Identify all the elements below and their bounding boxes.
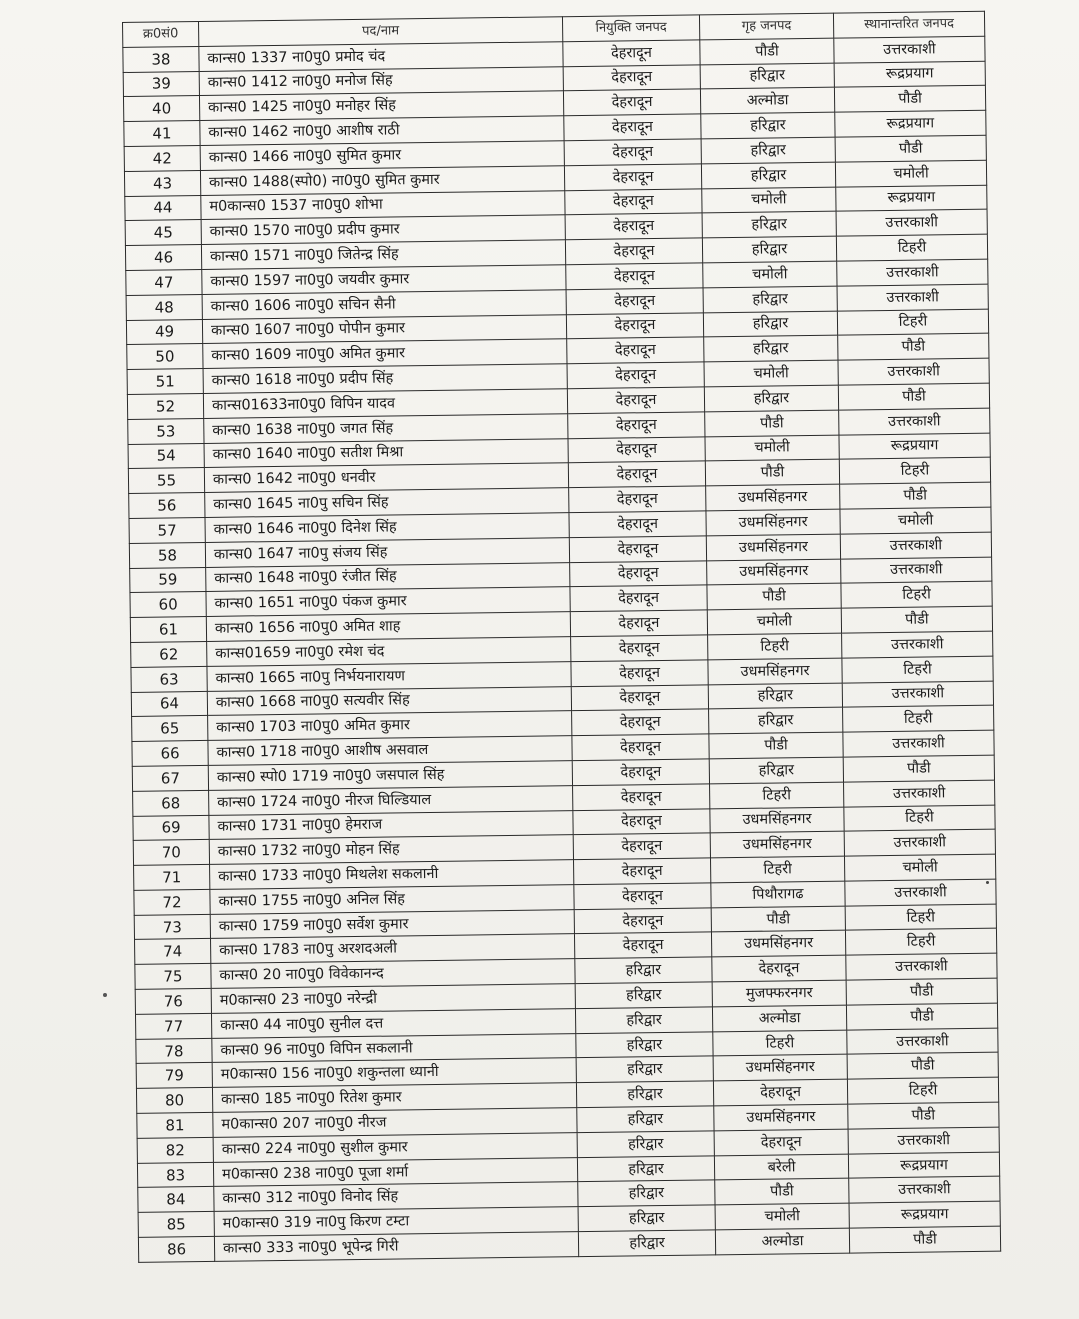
- posting-district-cell: देहरादून: [570, 610, 707, 637]
- home-district-cell: उधमसिंहनगर: [710, 831, 844, 858]
- serial-cell: 56: [129, 493, 205, 519]
- name-cell: कान्स0 185 ना0पु0 रितेश कुमार: [212, 1083, 576, 1113]
- posting-district-cell: देहरादून: [566, 263, 703, 290]
- name-cell: म0कान्स0 23 ना0पु0 नरेन्द्री: [211, 984, 575, 1014]
- home-district-cell: पौडी: [705, 459, 839, 486]
- transferred-district-cell: उत्तरकाशी: [847, 1028, 998, 1055]
- home-district-cell: हरिद्वार: [708, 683, 842, 710]
- serial-cell: 84: [138, 1187, 214, 1213]
- name-cell: कान्स0 333 ना0पु0 भूपेन्द्र गिरी: [214, 1232, 578, 1262]
- posting-district-cell: देहरादून: [574, 883, 711, 910]
- transferred-district-cell: उत्तरकाशी: [834, 36, 985, 63]
- transferred-district-cell: चमोली: [835, 160, 986, 187]
- transferred-district-cell: टिहरी: [836, 234, 987, 261]
- name-cell: कान्स0 1783 ना0पु अरशदअली: [211, 934, 575, 964]
- home-district-cell: हरिद्वार: [700, 63, 834, 90]
- transferred-district-cell: उत्तरकाशी: [837, 259, 988, 286]
- name-cell: कान्स0 1488(स्पो0) ना0पु0 सुमित कुमार: [200, 166, 564, 196]
- serial-cell: 77: [135, 1013, 211, 1039]
- header-post-name: पद/नाम: [198, 17, 562, 47]
- posting-district-cell: देहरादून: [574, 932, 711, 959]
- name-cell: म0कान्स0 319 ना0पु किरण टम्टा: [214, 1207, 578, 1237]
- posting-district-cell: हरिद्वार: [576, 1081, 713, 1108]
- posting-district-cell: हरिद्वार: [576, 1032, 713, 1059]
- home-district-cell: पिथौरागढ: [711, 881, 845, 908]
- transferred-district-cell: टिहरी: [839, 458, 990, 485]
- header-serial: क्र0सं0: [123, 21, 199, 47]
- home-district-cell: पौडी: [705, 410, 839, 437]
- transferred-district-cell: चमोली: [844, 854, 995, 881]
- transferred-district-cell: टिहरी: [843, 705, 994, 732]
- posting-district-cell: देहरादून: [571, 684, 708, 711]
- home-district-cell: हरिद्वार: [702, 236, 836, 263]
- name-cell: कान्स0 1597 ना0पु0 जयवीर कुमार: [202, 265, 566, 295]
- serial-cell: 55: [128, 468, 204, 494]
- home-district-cell: पौडी: [700, 38, 834, 65]
- name-cell: कान्स0 1462 ना0पु0 आशीष राठी: [200, 116, 564, 146]
- home-district-cell: उधमसिंहनगर: [714, 1104, 848, 1131]
- serial-cell: 63: [131, 666, 207, 692]
- home-district-cell: उधमसिंहनगर: [710, 807, 844, 834]
- name-cell: कान्स0 224 ना0पु0 सुशील कुमार: [213, 1132, 577, 1162]
- transferred-district-cell: पौडी: [849, 1226, 1000, 1253]
- transferred-district-cell: उत्तरकाशी: [848, 1127, 999, 1154]
- transferred-district-cell: टिहरी: [845, 904, 996, 931]
- home-district-cell: उधमसिंहनगर: [706, 484, 840, 511]
- name-cell: कान्स0 1570 ना0पु0 प्रदीप कुमार: [201, 215, 565, 245]
- name-cell: कान्स0 1337 ना0पु0 प्रमोद चंद: [199, 42, 563, 72]
- posting-district-cell: हरिद्वार: [577, 1155, 714, 1182]
- name-cell: कान्स0 1618 ना0पु0 प्रदीप सिंह: [203, 364, 567, 394]
- name-cell: कान्स0 1642 ना0पु0 धनवीर: [204, 463, 568, 493]
- name-cell: म0कान्स0 207 ना0पु0 नीरज: [213, 1108, 577, 1138]
- transferred-district-cell: उत्तरकाशी: [837, 284, 988, 311]
- posting-district-cell: देहरादून: [565, 189, 702, 216]
- transferred-district-cell: रूद्रप्रयाग: [848, 1152, 999, 1179]
- serial-cell: 78: [136, 1038, 212, 1064]
- transferred-district-cell: उत्तरकाशी: [843, 730, 994, 757]
- name-cell: म0कान्स0 238 ना0पु0 पूजा शर्मा: [213, 1157, 577, 1187]
- home-district-cell: उधमसिंहनगर: [706, 534, 840, 561]
- home-district-cell: हरिद्वार: [704, 385, 838, 412]
- home-district-cell: बरेली: [714, 1154, 848, 1181]
- serial-cell: 81: [137, 1112, 213, 1138]
- home-district-cell: टिहरी: [710, 856, 844, 883]
- posting-district-cell: देहरादून: [569, 536, 706, 563]
- posting-district-cell: देहरादून: [567, 362, 704, 389]
- home-district-cell: टिहरी: [710, 782, 844, 809]
- transferred-district-cell: उत्तरकाशी: [841, 557, 992, 584]
- posting-district-cell: देहरादून: [573, 808, 710, 835]
- posting-district-cell: देहरादून: [567, 387, 704, 414]
- posting-district-cell: देहरादून: [563, 65, 700, 92]
- serial-cell: 44: [125, 195, 201, 221]
- serial-cell: 58: [129, 542, 205, 568]
- home-district-cell: पौडी: [715, 1179, 849, 1206]
- posting-district-cell: देहरादून: [565, 213, 702, 240]
- transferred-district-cell: उत्तरकाशी: [849, 1177, 1000, 1204]
- serial-cell: 76: [135, 988, 211, 1014]
- serial-cell: 69: [133, 815, 209, 841]
- transferred-district-cell: उत्तरकाशी: [845, 879, 996, 906]
- name-cell: कान्स0 1646 ना0पु0 दिनेश सिंह: [205, 513, 569, 543]
- transferred-district-cell: रूद्रप्रयाग: [834, 61, 985, 88]
- header-posting-district: नियुक्ति जनपद: [562, 15, 699, 42]
- name-cell: कान्स0 1648 ना0पु0 रंजीत सिंह: [206, 562, 570, 592]
- serial-cell: 52: [127, 393, 203, 419]
- name-cell: कान्स0 1656 ना0पु0 अमित शाह: [206, 612, 570, 642]
- serial-cell: 38: [123, 46, 199, 72]
- transferred-district-cell: पौडी: [838, 334, 989, 361]
- name-cell: कान्स0 1733 ना0पु0 मिथलेश सकलानी: [210, 860, 574, 890]
- serial-cell: 57: [129, 517, 205, 543]
- home-district-cell: चमोली: [707, 608, 841, 635]
- home-district-cell: अल्मोडा: [712, 1005, 846, 1032]
- home-district-cell: देहरादून: [713, 1079, 847, 1106]
- home-district-cell: चमोली: [702, 187, 836, 214]
- name-cell: म0कान्स0 1537 ना0पु0 शोभा: [201, 190, 565, 220]
- transferred-district-cell: पौडी: [846, 1003, 997, 1030]
- posting-district-cell: देहरादून: [564, 139, 701, 166]
- name-cell: कान्स0 312 ना0पु0 विनोद सिंह: [214, 1182, 578, 1212]
- name-cell: कान्स01659 ना0पु0 रमेश चंद: [207, 637, 571, 667]
- posting-district-cell: देहरादून: [563, 40, 700, 67]
- posting-district-cell: देहरादून: [568, 436, 705, 463]
- posting-district-cell: हरिद्वार: [578, 1205, 715, 1232]
- name-cell: कान्स0 स्पो0 1719 ना0पु0 जसपाल सिंह: [208, 761, 572, 791]
- home-district-cell: देहरादून: [714, 1129, 848, 1156]
- home-district-cell: अल्मोडा: [700, 88, 834, 115]
- home-district-cell: चमोली: [703, 261, 837, 288]
- transferred-district-cell: रूद्रप्रयाग: [839, 433, 990, 460]
- serial-cell: 75: [135, 964, 211, 990]
- posting-district-cell: हरिद्वार: [575, 1007, 712, 1034]
- transferred-district-cell: उत्तरकाशी: [840, 532, 991, 559]
- home-district-cell: पौडी: [711, 906, 845, 933]
- serial-cell: 61: [130, 617, 206, 643]
- name-cell: कान्स0 1571 ना0पु0 जितेन्द्र सिंह: [201, 240, 565, 270]
- home-district-cell: पौडी: [709, 732, 843, 759]
- transferred-district-cell: टिहरी: [842, 656, 993, 683]
- name-cell: कान्स0 1606 ना0पु0 सचिन सैनी: [202, 289, 566, 319]
- serial-cell: 67: [132, 765, 208, 791]
- name-cell: कान्स0 1755 ना0पु0 अनिल सिंह: [210, 885, 574, 915]
- posting-district-cell: हरिद्वार: [578, 1180, 715, 1207]
- transferred-district-cell: टिहरी: [844, 805, 995, 832]
- posting-district-cell: देहरादून: [572, 759, 709, 786]
- transferred-district-cell: उत्तरकाशी: [836, 210, 987, 237]
- name-cell: कान्स0 1731 ना0पु0 हेमराज: [209, 810, 573, 840]
- serial-cell: 70: [133, 840, 209, 866]
- home-district-cell: टिहरी: [713, 1030, 847, 1057]
- name-cell: कान्स0 1412 ना0पु0 मनोज सिंह: [199, 66, 563, 96]
- name-cell: कान्स0 1651 ना0पु0 पंकज कुमार: [206, 587, 570, 617]
- transferred-district-cell: टिहरी: [845, 929, 996, 956]
- name-cell: कान्स0 1425 ना0पु0 मनोहर सिंह: [199, 91, 563, 121]
- transferred-district-cell: रूद्रप्रयाग: [836, 185, 987, 212]
- name-cell: कान्स0 1665 ना0पु निर्भयनारायण: [207, 661, 571, 691]
- home-district-cell: टिहरी: [708, 633, 842, 660]
- stray-mark: [103, 993, 107, 997]
- name-cell: कान्स0 1638 ना0पु0 जगत सिंह: [204, 413, 568, 443]
- posting-district-cell: देहरादून: [571, 660, 708, 687]
- transferred-district-cell: उत्तरकाशी: [846, 953, 997, 980]
- posting-district-cell: देहरादून: [567, 337, 704, 364]
- serial-cell: 64: [131, 691, 207, 717]
- serial-cell: 39: [123, 71, 199, 97]
- transferred-district-cell: पौडी: [834, 86, 985, 113]
- serial-cell: 82: [137, 1137, 213, 1163]
- home-district-cell: हरिद्वार: [703, 286, 837, 313]
- home-district-cell: हरिद्वार: [701, 162, 835, 189]
- name-cell: कान्स0 1466 ना0पु0 सुमित कुमार: [200, 141, 564, 171]
- home-district-cell: हरिद्वार: [703, 311, 837, 338]
- serial-cell: 59: [130, 567, 206, 593]
- serial-cell: 60: [130, 592, 206, 618]
- serial-cell: 42: [124, 145, 200, 171]
- serial-cell: 51: [127, 369, 203, 395]
- transferred-district-cell: पौडी: [843, 755, 994, 782]
- transferred-district-cell: टिहरी: [837, 309, 988, 336]
- posting-district-cell: देहरादून: [571, 635, 708, 662]
- home-district-cell: उधमसिंहनगर: [708, 658, 842, 685]
- posting-district-cell: देहरादून: [573, 784, 710, 811]
- name-cell: कान्स0 1647 ना0पु संजय सिंह: [205, 537, 569, 567]
- name-cell: कान्स0 1732 ना0पु0 मोहन सिंह: [209, 835, 573, 865]
- transferred-district-cell: चमोली: [840, 507, 991, 534]
- serial-cell: 46: [125, 245, 201, 271]
- transferred-district-cell: उत्तरकाशी: [838, 358, 989, 385]
- serial-cell: 80: [136, 1088, 212, 1114]
- home-district-cell: उधमसिंहनगर: [707, 559, 841, 586]
- name-cell: कान्स0 1759 ना0पु0 सर्वेश कुमार: [210, 909, 574, 939]
- transferred-district-cell: पौडी: [841, 606, 992, 633]
- name-cell: कान्स0 1718 ना0पु0 आशीष असवाल: [208, 736, 572, 766]
- posting-district-cell: देहरादून: [565, 238, 702, 265]
- serial-cell: 48: [126, 294, 202, 320]
- posting-district-cell: देहरादून: [568, 461, 705, 488]
- posting-district-cell: देहरादून: [564, 164, 701, 191]
- home-district-cell: हरिद्वार: [701, 137, 835, 164]
- posting-district-cell: हरिद्वार: [577, 1106, 714, 1133]
- transferred-district-cell: पौडी: [840, 482, 991, 509]
- name-cell: कान्स0 20 ना0पु0 विवेकानन्द: [211, 959, 575, 989]
- transfer-table: [122, 11, 1001, 1263]
- serial-cell: 85: [138, 1212, 214, 1238]
- home-district-cell: चमोली: [704, 360, 838, 387]
- home-district-cell: हरिद्वार: [704, 336, 838, 363]
- serial-cell: 50: [127, 344, 203, 370]
- serial-cell: 62: [131, 641, 207, 667]
- stray-mark: [986, 881, 989, 884]
- posting-district-cell: देहरादून: [572, 709, 709, 736]
- transferred-district-cell: रूद्रप्रयाग: [849, 1201, 1000, 1228]
- name-cell: कान्स0 1724 ना0पु0 नीरज घिल्डियाल: [209, 785, 573, 815]
- posting-district-cell: देहरादून: [570, 560, 707, 587]
- transferred-district-cell: पौडी: [846, 978, 997, 1005]
- name-cell: कान्स0 1668 ना0पु0 सत्यवीर सिंह: [207, 686, 571, 716]
- serial-cell: 86: [138, 1236, 214, 1262]
- name-cell: कान्स0 44 ना0पु0 सुनील दत्त: [211, 1009, 575, 1039]
- posting-district-cell: देहरादून: [569, 486, 706, 513]
- posting-district-cell: हरिद्वार: [575, 957, 712, 984]
- serial-cell: 41: [124, 121, 200, 147]
- posting-district-cell: देहरादून: [564, 114, 701, 141]
- home-district-cell: चमोली: [715, 1203, 849, 1230]
- transferred-district-cell: रूद्रप्रयाग: [835, 110, 986, 137]
- serial-cell: 43: [124, 170, 200, 196]
- name-cell: कान्स0 96 ना0पु0 विपिन सकलानी: [212, 1033, 576, 1063]
- home-district-cell: देहरादून: [712, 955, 846, 982]
- posting-district-cell: हरिद्वार: [578, 1230, 715, 1257]
- posting-district-cell: देहरादून: [569, 511, 706, 538]
- name-cell: कान्स01633ना0पु0 विपिन यादव: [203, 389, 567, 419]
- posting-district-cell: हरिद्वार: [576, 1056, 713, 1083]
- home-district-cell: उधमसिंहनगर: [711, 931, 845, 958]
- serial-cell: 72: [134, 889, 210, 915]
- serial-cell: 40: [123, 96, 199, 122]
- transferred-district-cell: उत्तरकाशी: [839, 408, 990, 435]
- transferred-district-cell: उत्तरकाशी: [842, 681, 993, 708]
- serial-cell: 65: [132, 716, 208, 742]
- posting-district-cell: देहरादून: [566, 312, 703, 339]
- transferred-district-cell: पौडी: [838, 383, 989, 410]
- transfer-list-sheet: [122, 11, 1001, 1263]
- name-cell: कान्स0 1640 ना0पु0 सतीश मिश्रा: [204, 438, 568, 468]
- transferred-district-cell: पौडी: [835, 135, 986, 162]
- serial-cell: 45: [125, 220, 201, 246]
- home-district-cell: हरिद्वार: [709, 707, 843, 734]
- home-district-cell: उधमसिंहनगर: [706, 509, 840, 536]
- home-district-cell: पौडी: [707, 583, 841, 610]
- posting-district-cell: देहरादून: [572, 734, 709, 761]
- name-cell: कान्स0 1609 ना0पु0 अमित कुमार: [203, 339, 567, 369]
- serial-cell: 54: [128, 443, 204, 469]
- transferred-district-cell: पौडी: [848, 1102, 999, 1129]
- serial-cell: 74: [135, 939, 211, 965]
- serial-cell: 71: [134, 865, 210, 891]
- posting-district-cell: हरिद्वार: [577, 1131, 714, 1158]
- home-district-cell: उधमसिंहनगर: [713, 1055, 847, 1082]
- transferred-district-cell: उत्तरकाशी: [844, 780, 995, 807]
- serial-cell: 73: [134, 914, 210, 940]
- header-home-district: गृह जनपद: [699, 13, 833, 40]
- home-district-cell: अल्मोडा: [715, 1228, 849, 1255]
- transferred-district-cell: टिहरी: [841, 581, 992, 608]
- posting-district-cell: देहरादून: [563, 89, 700, 116]
- name-cell: कान्स0 1703 ना0पु0 अमित कुमार: [208, 711, 572, 741]
- posting-district-cell: देहरादून: [570, 585, 707, 612]
- name-cell: कान्स0 1645 ना0पु सचिन सिंह: [205, 488, 569, 518]
- serial-cell: 83: [137, 1162, 213, 1188]
- posting-district-cell: देहरादून: [568, 412, 705, 439]
- posting-district-cell: देहरादून: [574, 858, 711, 885]
- transferred-district-cell: उत्तरकाशी: [842, 631, 993, 658]
- name-cell: म0कान्स0 156 ना0पु0 शकुन्तला ध्यानी: [212, 1058, 576, 1088]
- transferred-district-cell: टिहरी: [847, 1077, 998, 1104]
- serial-cell: 68: [133, 790, 209, 816]
- home-district-cell: हरिद्वार: [709, 757, 843, 784]
- serial-cell: 47: [126, 269, 202, 295]
- home-district-cell: हरिद्वार: [702, 212, 836, 239]
- home-district-cell: हरिद्वार: [701, 112, 835, 139]
- posting-district-cell: देहरादून: [573, 833, 710, 860]
- transferred-district-cell: उत्तरकाशी: [844, 829, 995, 856]
- serial-cell: 66: [132, 741, 208, 767]
- header-transferred-district: स्थानान्तरित जनपद: [833, 11, 984, 38]
- home-district-cell: चमोली: [705, 435, 839, 462]
- posting-district-cell: देहरादून: [566, 288, 703, 315]
- name-cell: कान्स0 1607 ना0पु0 पोपीन कुमार: [202, 314, 566, 344]
- home-district-cell: मुजफ्फरनगर: [712, 980, 846, 1007]
- posting-district-cell: देहरादून: [574, 908, 711, 935]
- table-body: [123, 36, 1001, 1262]
- serial-cell: 79: [136, 1063, 212, 1089]
- serial-cell: 53: [128, 418, 204, 444]
- transferred-district-cell: पौडी: [847, 1053, 998, 1080]
- posting-district-cell: हरिद्वार: [575, 982, 712, 1009]
- serial-cell: 49: [126, 319, 202, 345]
